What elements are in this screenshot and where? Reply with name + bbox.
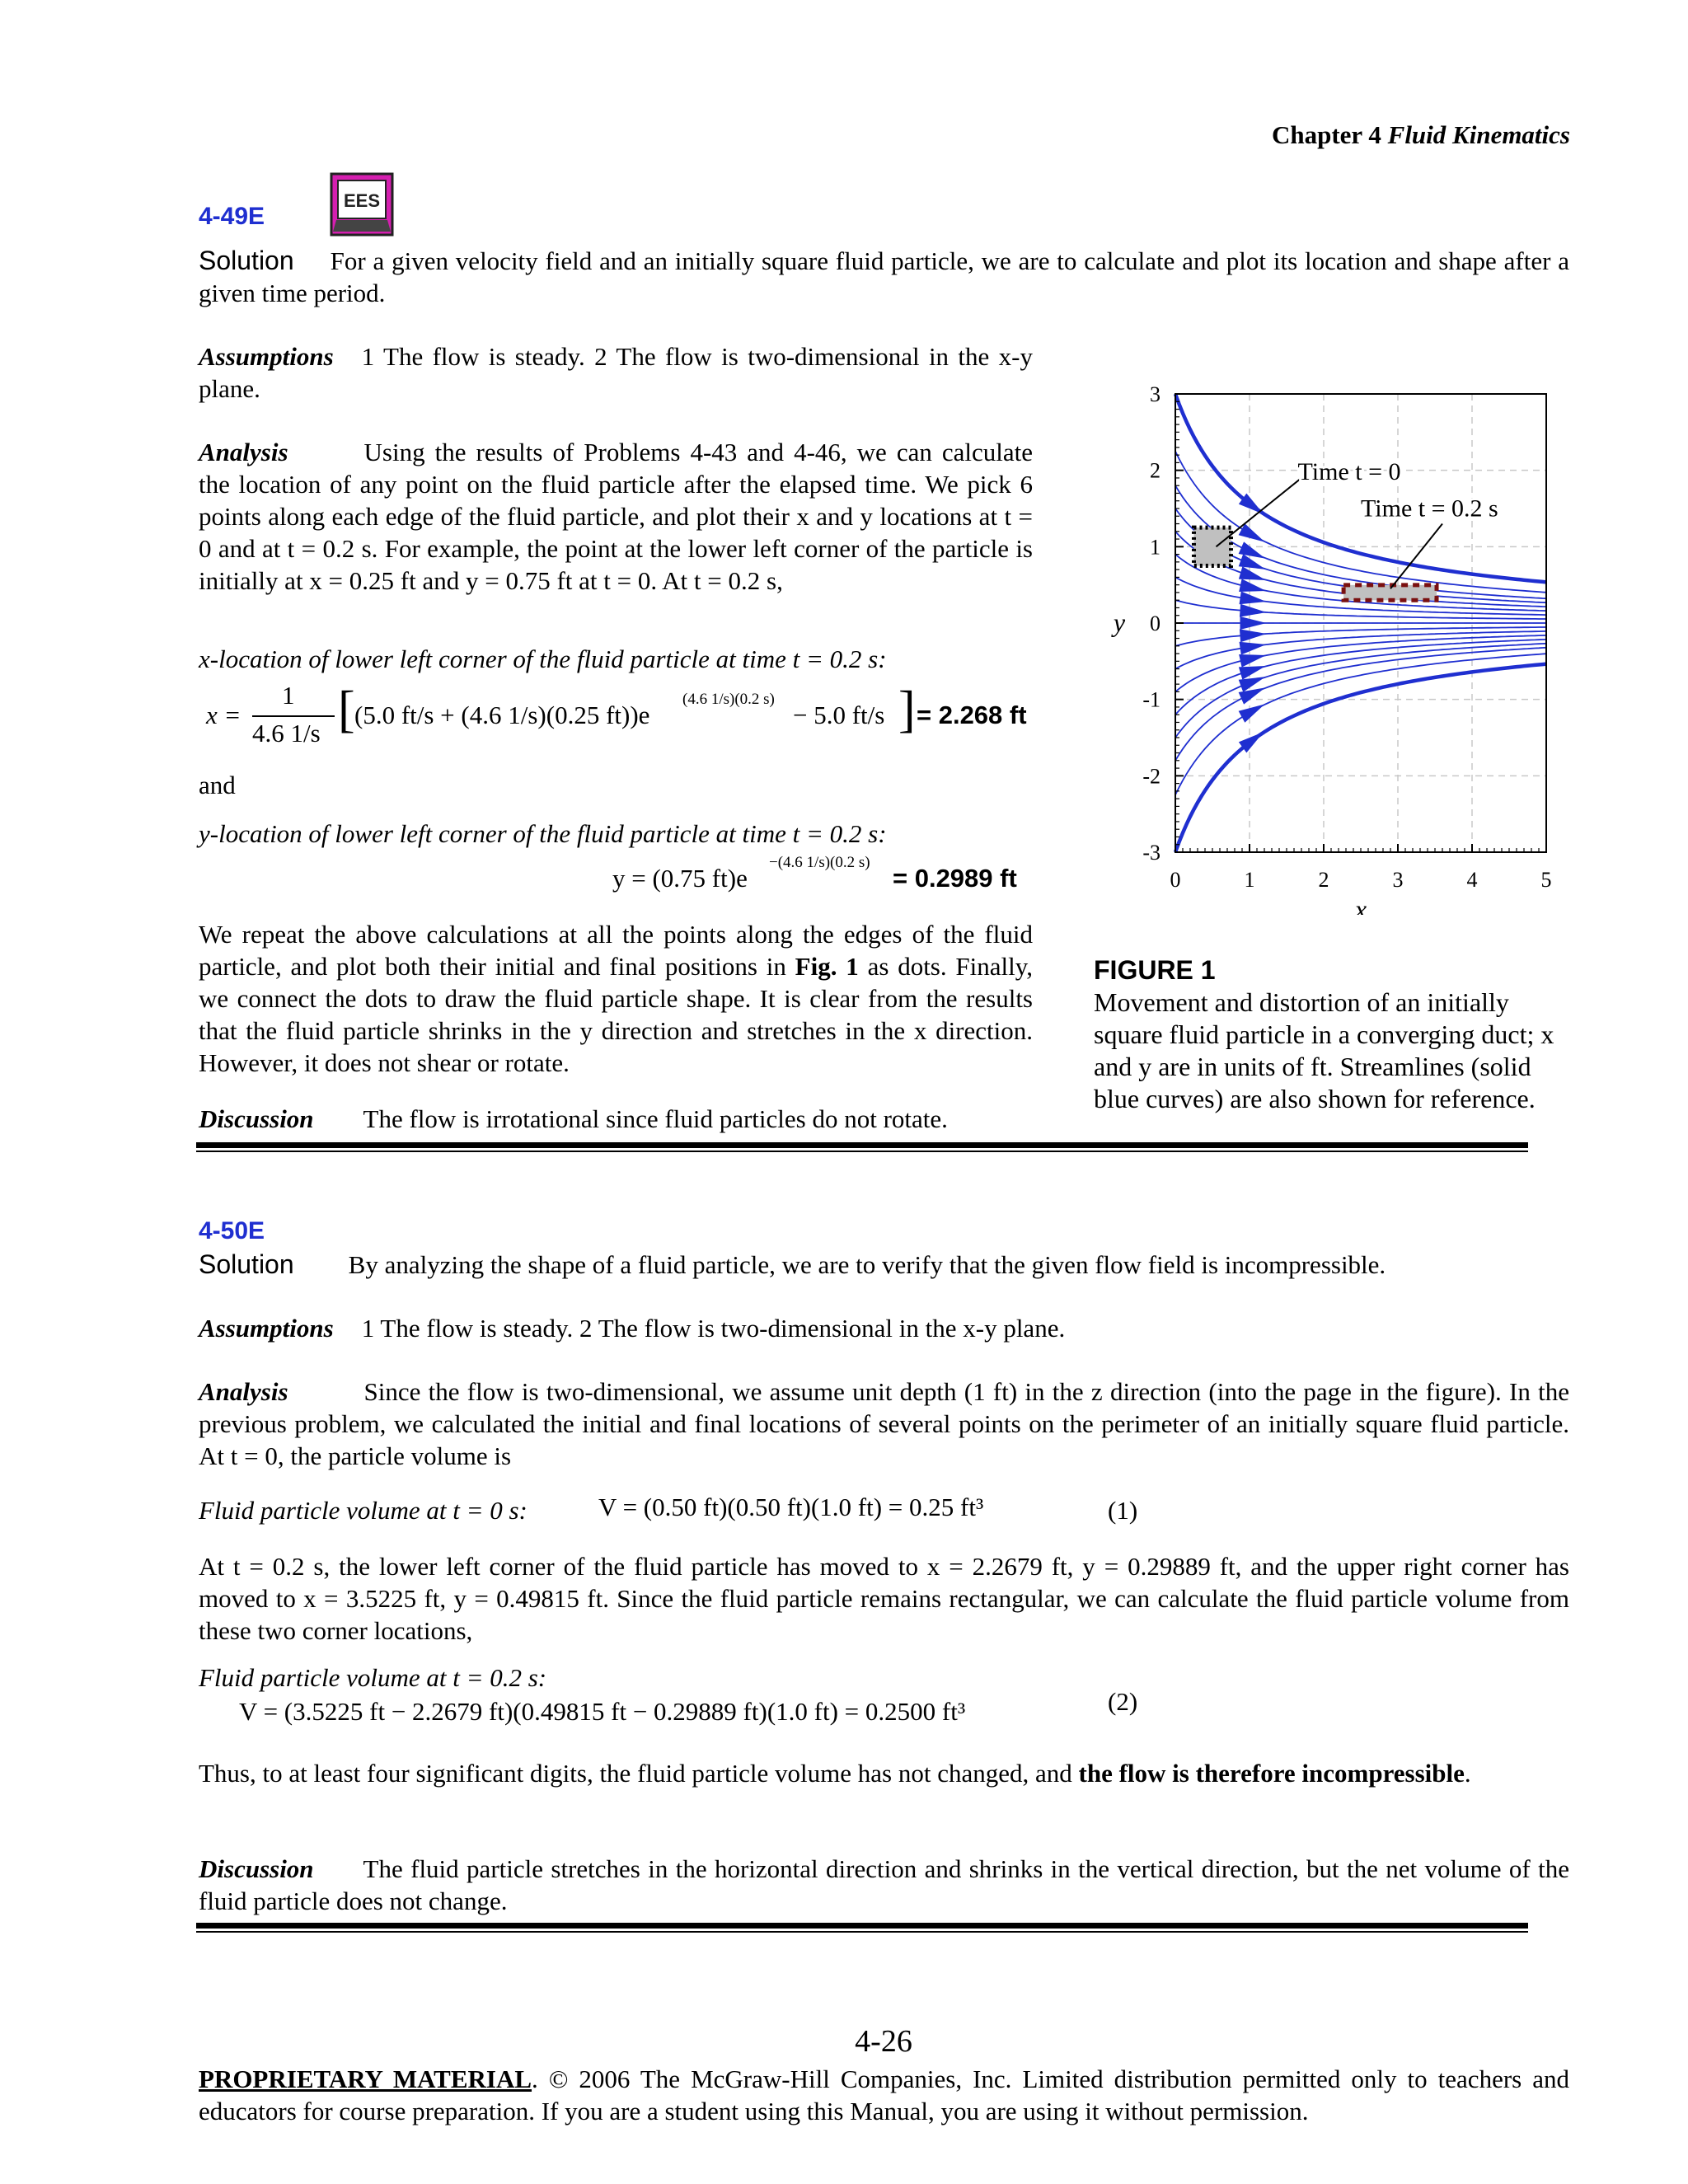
repeat-text-2: as dots. Finally, we connect the dots to draw the fluid particle shape. It is clear from the results that the fluid particle shrinks in the y direction and stretches in the x direction. However, it does not shear or rotate. — [199, 952, 1033, 1077]
eq-x-frac-num: 1 — [282, 681, 295, 710]
analysis-label-2: Analysis — [199, 1377, 288, 1406]
figure-caption — [1094, 954, 1580, 1115]
solution-paragraph-4-49e — [199, 245, 1569, 309]
eq-x-tail: − 5.0 ft/s — [793, 701, 885, 729]
y-tick-label: -3 — [1142, 841, 1160, 865]
problem-number-4-50e: 4-50E — [199, 1217, 265, 1244]
discussion-paragraph-4-50e — [199, 1853, 1569, 1917]
x-location-heading: x-location of lower left corner of the fluid particle at time t = 0.2 s: — [199, 644, 887, 673]
chapter-topic: Fluid Kinematics — [1387, 120, 1570, 149]
x-tick-label: 5 — [1540, 868, 1552, 892]
eq-y-body: y = (0.75 ft)e — [612, 864, 748, 893]
leader-t0 — [1217, 478, 1302, 546]
running-header — [1272, 120, 1570, 150]
streamline-arrow — [1240, 642, 1267, 655]
figure-1-chart — [1096, 371, 1566, 915]
discussion-paragraph-4-49e — [199, 1103, 1033, 1135]
streamline — [1175, 648, 1546, 761]
figure-caption-text: Movement and distortion of an initially square fluid particle in a converging duct; x and y are in units of ft. Streamlines (solid blue curves) are also shown for reference. — [1094, 987, 1554, 1113]
discussion-text: The flow is irrotational since fluid particles do not rotate. — [363, 1104, 948, 1133]
corner-text: At t = 0.2 s, the lower left corner of the fluid particle has moved to x = 2.2679 ft, y = 0.29889 ft, and the upper right corner has moved to x = 3.5225 ft, y = 0.49815 ft. Since the fluid particle remains rectangular, we can calculate the fluid particle volume from these two corner locations, — [199, 1552, 1569, 1645]
streamline-bold — [1175, 664, 1546, 852]
equation-x-location — [206, 681, 1047, 755]
eq-x-body: (5.0 ft/s + (4.6 1/s)(0.25 ft))e — [354, 701, 650, 729]
repeat-paragraph — [199, 918, 1033, 1079]
volume-eq-1-label: Fluid particle volume at t = 0 s: — [199, 1496, 528, 1525]
volume-eq-2-number: (2) — [1108, 1687, 1138, 1716]
repeat-text-1: We repeat the above calculations at all the points along the edges of the fluid particle, and plot both their initial and final positions in — [199, 920, 1033, 981]
analysis-text-2: Since the flow is two-dimensional, we assume unit depth (1 ft) in the z direction (into the page in the figure). In the previous problem, we calculated the initial and final locations of several points on the perimeter of an initially square fluid particle. At t = 0, the particle volume is — [199, 1377, 1569, 1470]
annotation-time-02: Time t = 0.2 s — [1361, 494, 1498, 523]
streamline — [1175, 654, 1546, 794]
volume-eq-2-label: Fluid particle volume at t = 0.2 s: — [199, 1663, 547, 1692]
x-tick-label: 2 — [1318, 868, 1329, 892]
streamline-arrow — [1240, 629, 1267, 642]
thus-text: Thus, to at least four significant digits, the fluid particle volume has not changed, and — [199, 1759, 1072, 1788]
streamline-arrow — [1239, 579, 1266, 592]
eq-x-result: = 2.268 ft — [917, 701, 1027, 729]
volume-eq-1: V = (0.50 ft)(0.50 ft)(1.0 ft) = 0.25 ft³ — [598, 1493, 984, 1521]
streamline — [1175, 635, 1546, 692]
ees-icon — [330, 172, 394, 237]
analysis-paragraph-4-50e — [199, 1376, 1569, 1472]
analysis-label: Analysis — [199, 438, 288, 466]
chapter-label: Chapter 4 — [1271, 120, 1381, 149]
y-tick-label: 2 — [1150, 458, 1160, 483]
footer-notice-text: . © 2006 The McGraw-Hill Companies, Inc. Limited distribution permitted only to teachers and educators for course preparation. If you are a student using this Manual, you are using it without permission. — [199, 2064, 1569, 2125]
solution-text: For a given velocity field and an initially square fluid particle, we are to calculate and plot its location and shape after a given time period. — [199, 246, 1569, 307]
eq-x-exponent: (4.6 1/s)(0.2 s) — [682, 691, 775, 708]
solution-text-2: By analyzing the shape of a fluid particle, we are to verify that the given flow field is incompressible. — [348, 1250, 1386, 1279]
footer-notice — [199, 2063, 1569, 2127]
eq-y-result: = 0.2989 ft — [893, 864, 1017, 893]
streamline-arrow — [1240, 591, 1267, 604]
and-text: and — [199, 771, 236, 799]
particle-t0 — [1194, 527, 1231, 565]
assumptions-label: Assumptions — [199, 342, 334, 371]
analysis-paragraph-4-49e — [199, 436, 1033, 597]
eq-y-exponent: −(4.6 1/s)(0.2 s) — [769, 854, 870, 871]
section-divider-thin — [196, 1151, 1528, 1152]
volume-eq-1-number: (1) — [1108, 1496, 1138, 1525]
section-divider-2 — [196, 1923, 1528, 1929]
streamline-arrow — [1240, 604, 1267, 617]
streamline-arrow — [1239, 704, 1265, 722]
eq-x-frac-den: 4.6 1/s — [252, 719, 321, 748]
corner-paragraph — [199, 1550, 1569, 1647]
section-divider-2-thin — [196, 1931, 1528, 1933]
solution-label: Solution — [199, 246, 294, 275]
analysis-text: Using the results of Problems 4-43 and 4-46, we can calculate the location of any point on the fluid particle after the elapsed time. We pick 6 points along each edge of the fluid particle, and plot their x and y locations at t = 0 and at t = 0.2 s. For example, the point at the lower left corner of the particle is initially at x = 0.25 ft and y = 0.75 ft at t = 0. At t = 0.2 s, — [199, 438, 1033, 595]
volume-eq-2: V = (3.5225 ft − 2.2679 ft)(0.49815 ft − 0.29889 ft)(1.0 ft) = 0.2500 ft³ — [239, 1697, 966, 1726]
x-axis-label: x — [1354, 894, 1367, 915]
assumptions-paragraph-4-50e — [199, 1312, 1569, 1344]
x-tick-label: 0 — [1170, 868, 1181, 892]
assumptions-text-2: 1 The flow is steady. 2 The flow is two-dimensional in the x-y plane. — [361, 1314, 1066, 1343]
assumptions-label-2: Assumptions — [199, 1314, 334, 1343]
eq-x-bracket-left: [ — [338, 682, 355, 738]
figure-caption-title: FIGURE 1 — [1094, 955, 1216, 985]
proprietary-label: PROPRIETARY MATERIAL — [199, 2064, 532, 2093]
solution-paragraph-4-50e — [199, 1249, 1569, 1281]
streamline-arrow — [1240, 616, 1267, 630]
assumptions-paragraph-4-49e — [199, 340, 1033, 405]
streamline-arrow — [1239, 654, 1266, 668]
problem-number-4-49e: 4-49E — [199, 203, 265, 230]
thus-paragraph: Thus, to at least four significant digits, the fluid particle volume has not changed, and the flow is therefore incompressible. — [199, 1759, 1471, 1788]
page-number: 4-26 — [855, 2024, 912, 2059]
y-tick-label: 0 — [1150, 612, 1160, 635]
eq-x-lhs: x = — [206, 701, 241, 729]
y-tick-label: -1 — [1142, 687, 1160, 712]
y-tick-label: 1 — [1150, 535, 1160, 560]
discussion-label: Discussion — [199, 1104, 314, 1133]
assumptions-text: 1 The flow is steady. 2 The flow is two-dimensional in the x-y plane. — [199, 342, 1033, 403]
repeat-fig-ref: Fig. 1 — [795, 952, 859, 981]
x-tick-label: 3 — [1392, 868, 1404, 892]
solution-label-2: Solution — [199, 1249, 294, 1279]
x-tick-label: 4 — [1466, 868, 1478, 892]
x-tick-label: 1 — [1244, 868, 1255, 892]
thus-bold: the flow is therefore incompressible — [1078, 1759, 1465, 1788]
y-tick-label: 3 — [1150, 382, 1160, 406]
eq-x-frac-line — [252, 715, 335, 717]
discussion-text-2: The fluid particle stretches in the horizontal direction and shrinks in the vertical direction, but the net volume of the fluid particle does not change. — [199, 1854, 1569, 1915]
eq-x-bracket-right: ] — [898, 682, 916, 738]
particle-t02 — [1343, 585, 1437, 600]
y-location-heading: y-location of lower left corner of the fluid particle at time t = 0.2 s: — [199, 819, 887, 848]
discussion-label-2: Discussion — [199, 1854, 314, 1883]
svg-text:EES: EES — [343, 190, 381, 211]
annotation-time-0: Time t = 0 — [1297, 457, 1401, 485]
streamline-plot — [1096, 371, 1566, 915]
section-divider — [196, 1142, 1528, 1148]
equation-y-location — [612, 849, 1041, 895]
y-axis-label: y — [1113, 607, 1126, 637]
y-tick-label: -2 — [1142, 764, 1160, 789]
